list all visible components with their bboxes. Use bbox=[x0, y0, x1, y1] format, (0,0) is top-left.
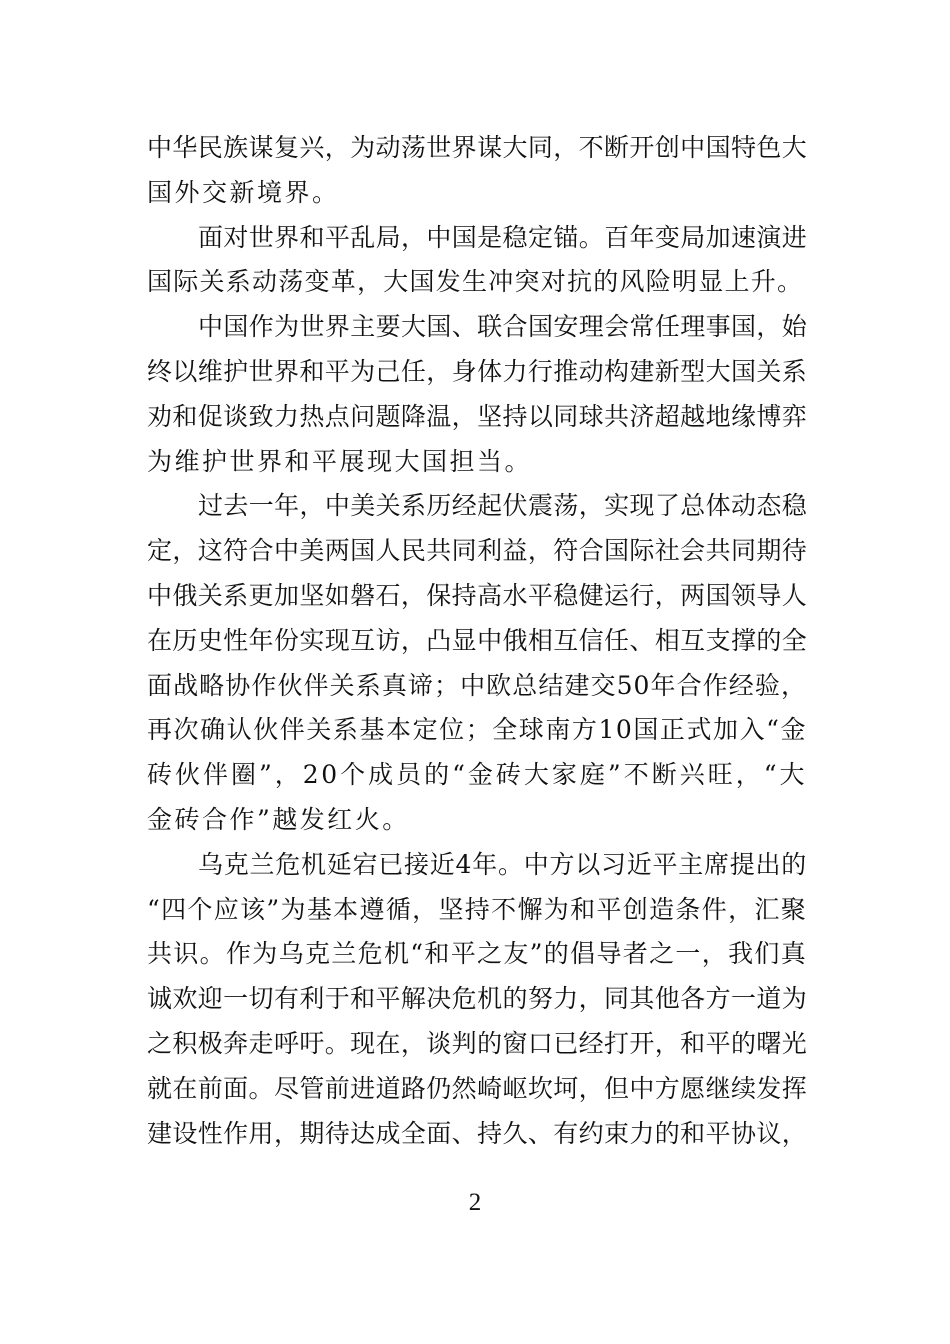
text-line: 乌克兰危机延宕已接近4年。中方以习近平主席提出的 bbox=[198, 849, 807, 879]
text-line: 面对世界和平乱局，中国是稳定锚。百年变局加速演进 bbox=[198, 222, 807, 252]
text-line: 终以维护世界和平为己任，身体力行推动构建新型大国关系 bbox=[147, 356, 807, 386]
text-line: 之积极奔走呼吁。现在，谈判的窗口已经打开，和平的曙光 bbox=[147, 1028, 807, 1058]
page-number: 2 bbox=[468, 1189, 482, 1216]
text-line: 中俄关系更加坚如磐石，保持高水平稳健运行，两国领导人 bbox=[147, 580, 807, 610]
text-line: “四个应该”为基本遵循，坚持不懈为和平创造条件，汇聚 bbox=[147, 894, 807, 924]
text-line: 国外交新境界。 bbox=[147, 177, 340, 207]
text-line: 定，这符合中美两国人民共同利益，符合国际社会共同期待 bbox=[147, 536, 807, 566]
text-line: 金砖合作”越发红火。 bbox=[147, 804, 410, 834]
text-line: 就在前面。尽管前进道路仍然崎岖坎坷，但中方愿继续发挥 bbox=[147, 1073, 807, 1103]
body-text bbox=[147, 126, 807, 1156]
text-line: 中国作为世界主要大国、联合国安理会常任理事国，始 bbox=[198, 312, 807, 342]
text-line: 诚欢迎一切有利于和平解决危机的努力，同其他各方一道为 bbox=[147, 984, 807, 1014]
text-line: 中华民族谋复兴，为动荡世界谋大同，不断开创中国特色大 bbox=[147, 133, 807, 162]
text-line: 再次确认伙伴关系基本定位；全球南方10国正式加入“金 bbox=[147, 715, 807, 745]
text-line: 为维护世界和平展现大国担当。 bbox=[147, 446, 533, 476]
text-line: 共识。作为乌克兰危机“和平之友”的倡导者之一，我们真 bbox=[147, 939, 807, 969]
text-line: 面战略协作伙伴关系真谛；中欧总结建交50年合作经验， bbox=[147, 670, 807, 700]
text-line: 在历史性年份实现互访，凸显中俄相互信任、相互支撑的全 bbox=[147, 625, 807, 655]
text-line: 过去一年，中美关系历经起伏震荡，实现了总体动态稳 bbox=[198, 491, 807, 521]
text-line: 国际关系动荡变革，大国发生冲突对抗的风险明显上升。 bbox=[147, 267, 804, 297]
text-line: 劝和促谈致力热点问题降温，坚持以同球共济超越地缘博弈 bbox=[147, 401, 807, 431]
text-line: 建设性作用，期待达成全面、持久、有约束力的和平协议， bbox=[147, 1118, 807, 1148]
text-line: 砖伙伴圈”，20个成员的“金砖大家庭”不断兴旺，“大 bbox=[147, 760, 807, 790]
